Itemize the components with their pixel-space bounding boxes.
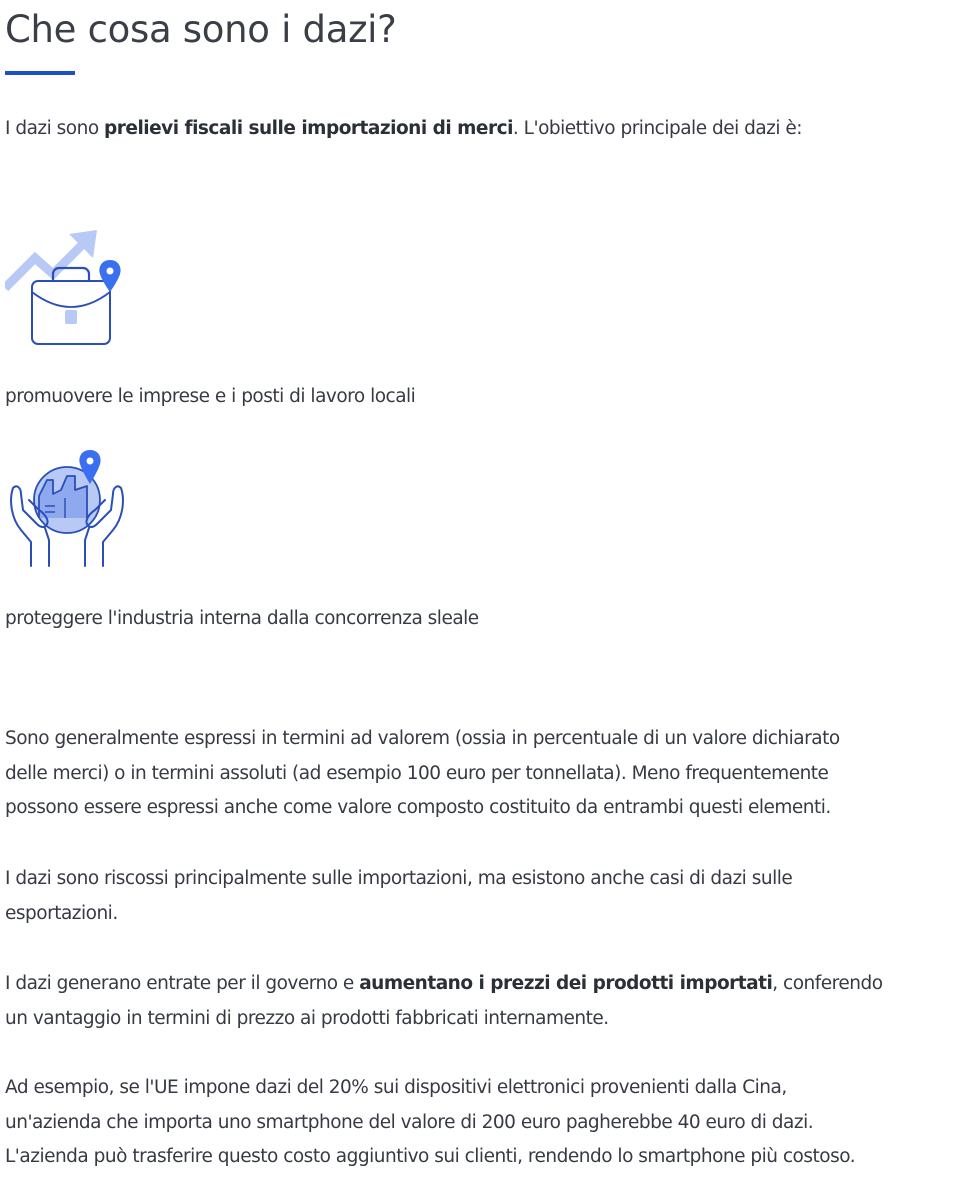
paragraph-line: Sono generalmente espressi in termini ad valorem (ossia in percentuale di un valore dichiarato [5, 728, 840, 749]
paragraph-line: Ad esempio, se l'UE impone dazi del 20% sui dispositivi elettronici provenienti dalla Cina, [5, 1077, 787, 1098]
intro-text-start: I dazi sono [5, 118, 105, 139]
paragraph-revenue [5, 967, 883, 1036]
paragraph-line [5, 973, 883, 994]
intro-text-end: . L'obiettivo principale dei dazi è: [512, 118, 803, 139]
intro-text-bold: prelievi fiscali sulle importazioni di merci [104, 118, 513, 139]
paragraph-line: un'azienda che importa uno smartphone del valore di 200 euro pagherebbe 40 euro di dazi. [5, 1111, 814, 1133]
objective-label-1: promuovere le imprese e i posti di lavoro locali [5, 386, 416, 407]
paragraph-example [5, 1071, 855, 1175]
paragraph-line: esportazioni. [5, 902, 118, 924]
revenue-text-bold: aumentano i prezzi dei prodotti importati [359, 973, 773, 994]
page-title: Che cosa sono i dazi? [5, 8, 397, 51]
paragraph-line: delle merci) o in termini assoluti (ad esempio 100 euro per tonnellata). Meno frequentemente [5, 762, 829, 784]
paragraph-expressed [5, 722, 840, 826]
paragraph-line: I dazi sono riscossi principalmente sulle importazioni, ma esistono anche casi di dazi sulle [5, 868, 793, 889]
revenue-text-end: , conferendo [772, 973, 883, 994]
objective-label-2: proteggere l'industria interna dalla concorrenza sleale [5, 608, 479, 629]
hands-factory-icon [5, 448, 130, 573]
intro-paragraph [5, 112, 802, 147]
title-underline-accent [5, 71, 75, 75]
revenue-text-start: I dazi generano entrate per il governo e [5, 973, 360, 994]
paragraph-line: L'azienda può trasferire questo costo aggiuntivo sui clienti, rendendo lo smartphone più costoso. [5, 1146, 856, 1167]
briefcase-growth-icon [5, 226, 130, 351]
paragraph-line: un vantaggio in termini di prezzo ai prodotti fabbricati internamente. [5, 1007, 609, 1029]
paragraph-line: possono essere espressi anche come valore composto costituito da entrambi questi elementi. [5, 797, 831, 818]
paragraph-collected [5, 862, 792, 931]
